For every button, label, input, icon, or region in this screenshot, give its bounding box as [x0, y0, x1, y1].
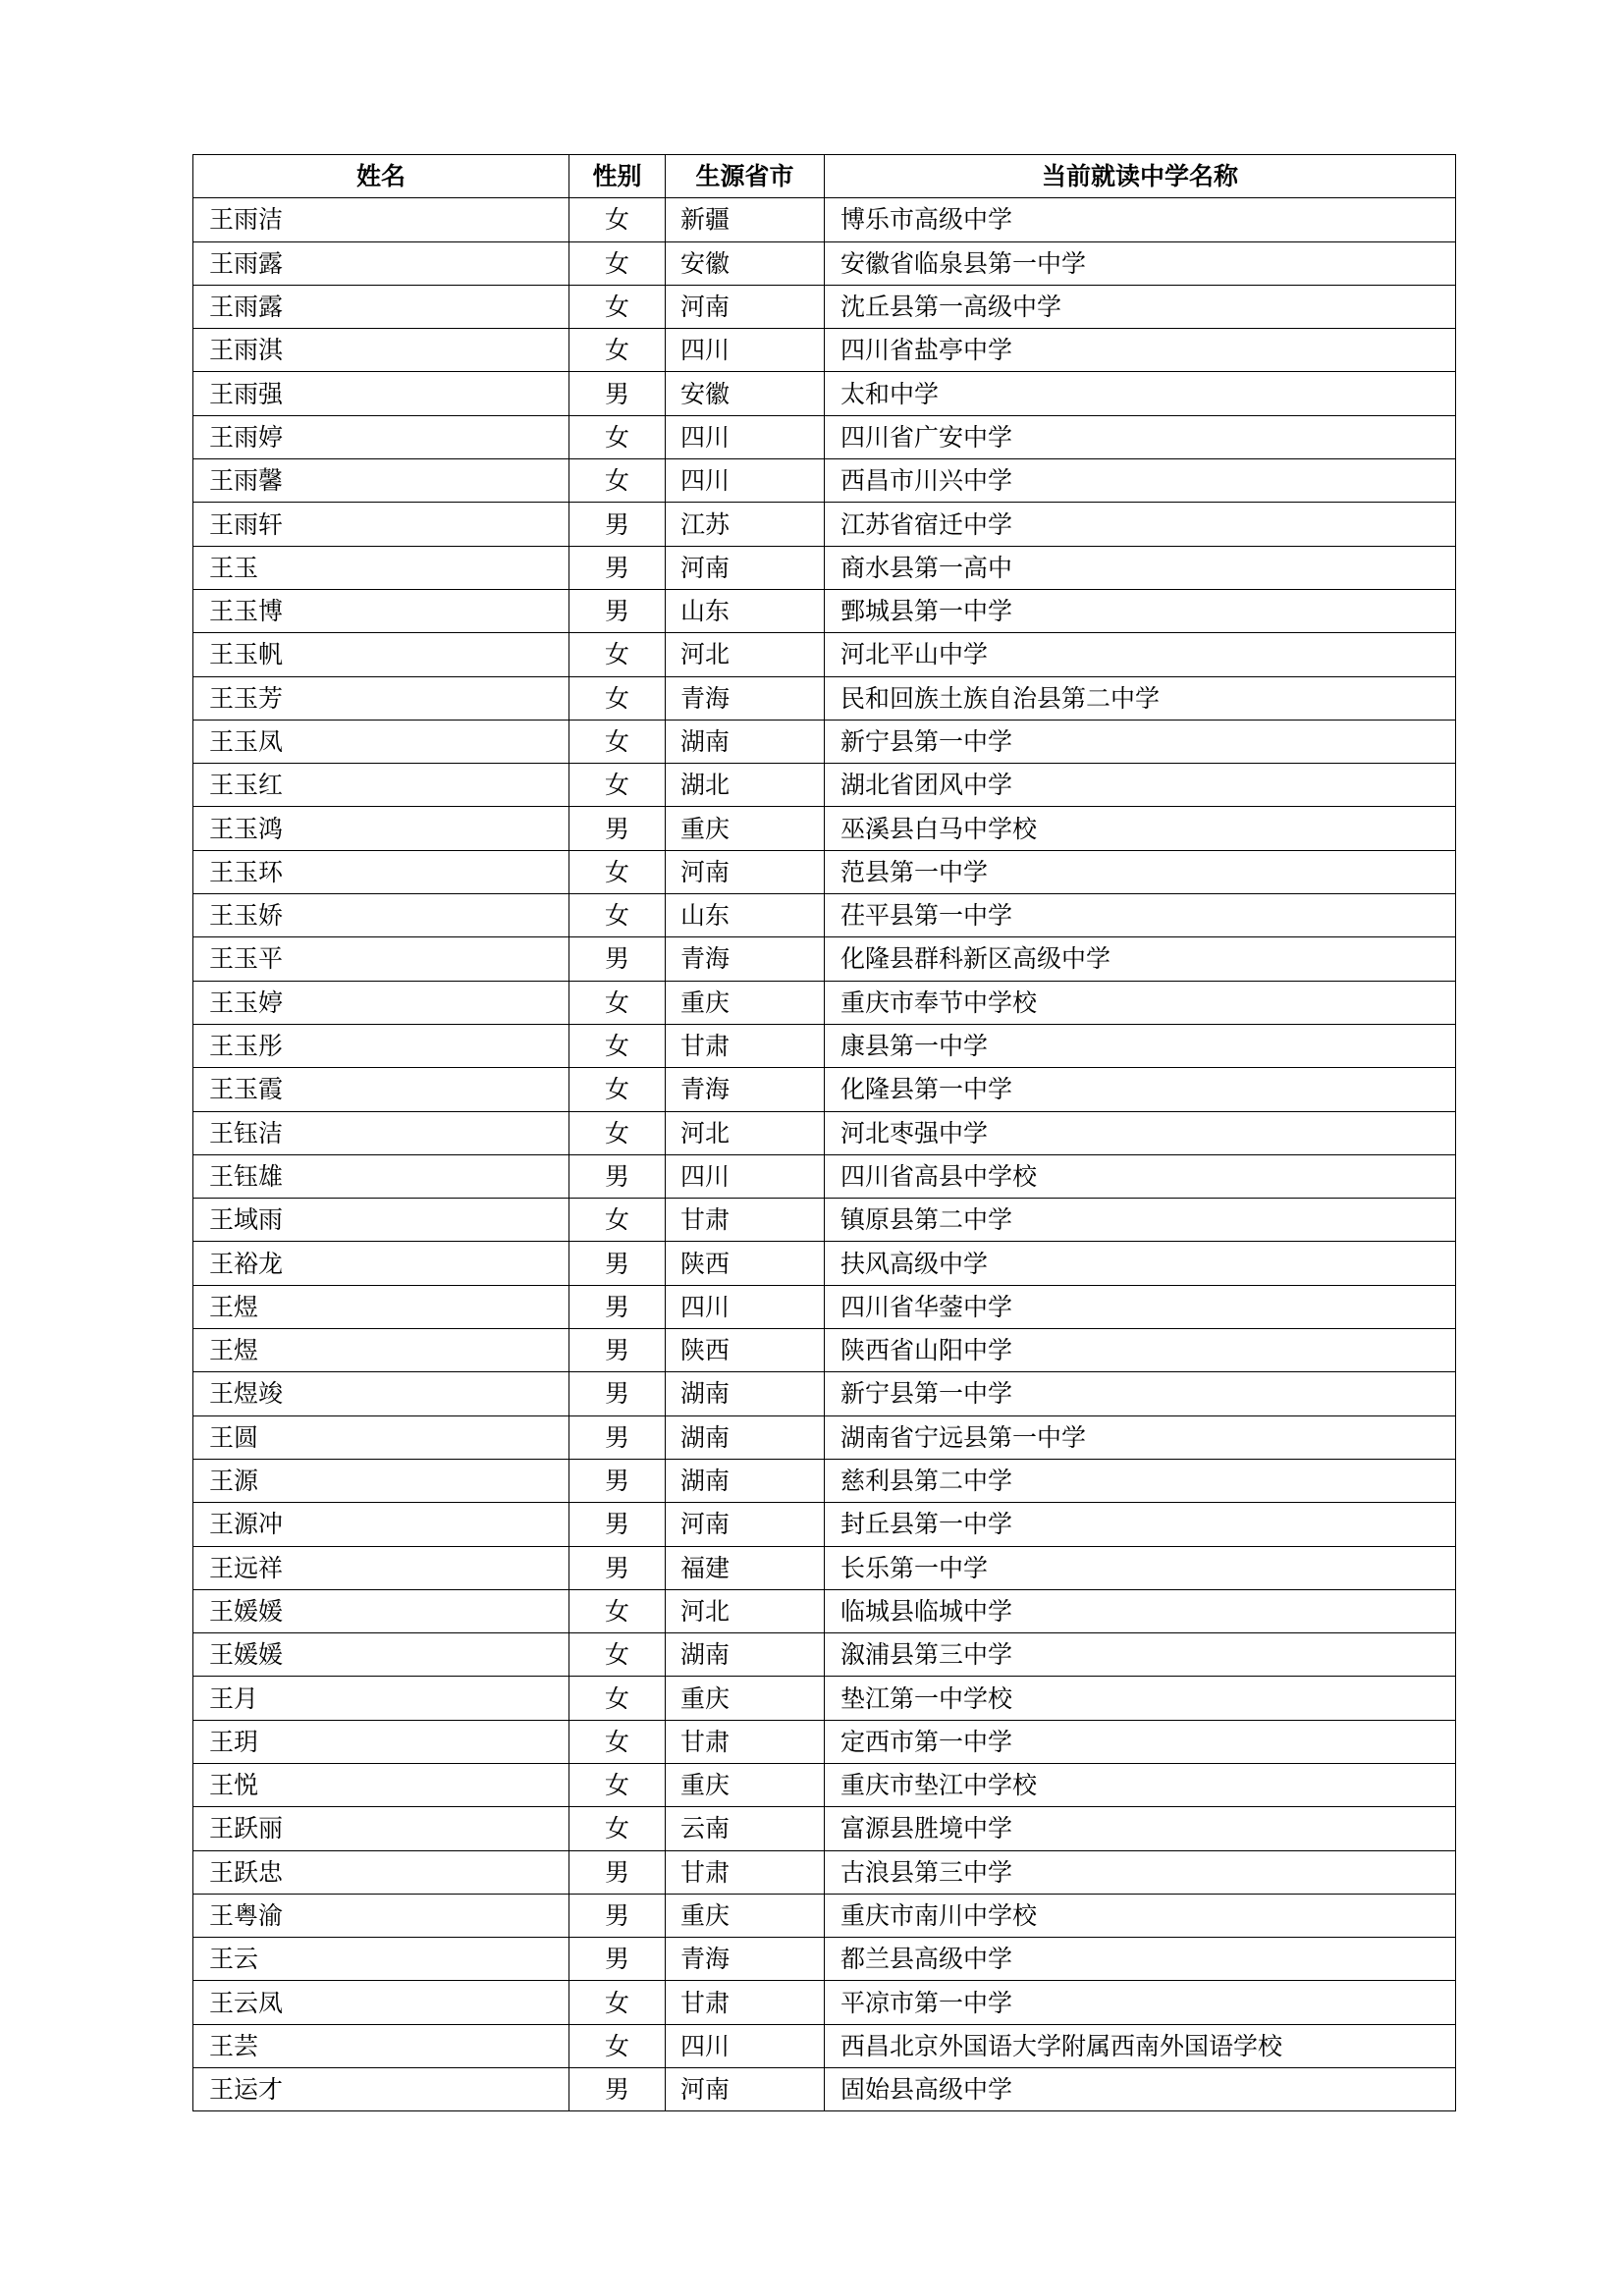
cell-school: 巫溪县白马中学校	[825, 807, 1456, 850]
cell-school: 都兰县高级中学	[825, 1938, 1456, 1981]
cell-name: 王钰雄	[193, 1154, 569, 1198]
cell-school: 镇原县第二中学	[825, 1199, 1456, 1242]
table-row	[193, 1850, 1456, 1894]
cell-school: 化隆县群科新区高级中学	[825, 937, 1456, 981]
cell-school: 长乐第一中学	[825, 1546, 1456, 1589]
cell-province: 四川	[666, 1154, 825, 1198]
cell-school: 沈丘县第一高级中学	[825, 285, 1456, 328]
cell-name: 王运才	[193, 2068, 569, 2111]
cell-province: 甘肃	[666, 1024, 825, 1067]
cell-school: 四川省高县中学校	[825, 1154, 1456, 1198]
cell-name: 王玉红	[193, 764, 569, 807]
cell-province: 河南	[666, 546, 825, 589]
cell-gender: 女	[569, 633, 666, 676]
table-row	[193, 1199, 1456, 1242]
table-row	[193, 850, 1456, 893]
cell-name: 王煜	[193, 1285, 569, 1328]
cell-province: 重庆	[666, 1763, 825, 1806]
header-province: 生源省市	[666, 155, 825, 198]
cell-province: 河北	[666, 1111, 825, 1154]
cell-province: 青海	[666, 1938, 825, 1981]
cell-province: 青海	[666, 676, 825, 720]
cell-gender: 女	[569, 1068, 666, 1111]
header-gender: 性别	[569, 155, 666, 198]
cell-province: 安徽	[666, 241, 825, 285]
cell-school: 富源县胜境中学	[825, 1807, 1456, 1850]
cell-school: 四川省华蓥中学	[825, 1285, 1456, 1328]
cell-school: 慈利县第二中学	[825, 1459, 1456, 1502]
table-row	[193, 1372, 1456, 1415]
cell-name: 王圆	[193, 1415, 569, 1459]
cell-province: 湖南	[666, 1415, 825, 1459]
cell-province: 安徽	[666, 372, 825, 415]
cell-name: 王玉彤	[193, 1024, 569, 1067]
cell-province: 青海	[666, 937, 825, 981]
cell-school: 定西市第一中学	[825, 1720, 1456, 1763]
cell-province: 甘肃	[666, 1981, 825, 2024]
cell-name: 王云凤	[193, 1981, 569, 2024]
cell-name: 王玉凤	[193, 720, 569, 763]
cell-school: 民和回族土族自治县第二中学	[825, 676, 1456, 720]
cell-province: 云南	[666, 1807, 825, 1850]
cell-gender: 男	[569, 1285, 666, 1328]
table-row	[193, 1589, 1456, 1632]
cell-gender: 女	[569, 241, 666, 285]
cell-gender: 女	[569, 1677, 666, 1720]
table-body	[193, 198, 1456, 2111]
cell-school: 临城县临城中学	[825, 1589, 1456, 1632]
cell-name: 王域雨	[193, 1199, 569, 1242]
cell-school: 重庆市奉节中学校	[825, 981, 1456, 1024]
cell-name: 王雨洁	[193, 198, 569, 241]
table-row	[193, 546, 1456, 589]
cell-province: 陕西	[666, 1329, 825, 1372]
table-row	[193, 1503, 1456, 1546]
table-row	[193, 1677, 1456, 1720]
cell-school: 安徽省临泉县第一中学	[825, 241, 1456, 285]
header-name: 姓名	[193, 155, 569, 198]
cell-name: 王雨馨	[193, 459, 569, 503]
cell-school: 商水县第一高中	[825, 546, 1456, 589]
cell-name: 王跃忠	[193, 1850, 569, 1894]
table-row	[193, 1459, 1456, 1502]
cell-gender: 女	[569, 850, 666, 893]
cell-name: 王雨轩	[193, 503, 569, 546]
cell-gender: 男	[569, 2068, 666, 2111]
cell-province: 河南	[666, 850, 825, 893]
cell-name: 王源	[193, 1459, 569, 1502]
cell-school: 平凉市第一中学	[825, 1981, 1456, 2024]
cell-gender: 女	[569, 720, 666, 763]
cell-school: 封丘县第一中学	[825, 1503, 1456, 1546]
table-row	[193, 1894, 1456, 1937]
cell-gender: 女	[569, 894, 666, 937]
cell-school: 四川省盐亭中学	[825, 329, 1456, 372]
cell-gender: 女	[569, 1589, 666, 1632]
table-row	[193, 676, 1456, 720]
cell-school: 太和中学	[825, 372, 1456, 415]
cell-gender: 男	[569, 1546, 666, 1589]
table-row	[193, 1111, 1456, 1154]
table-row	[193, 2024, 1456, 2067]
cell-school: 新宁县第一中学	[825, 1372, 1456, 1415]
cell-name: 王煜	[193, 1329, 569, 1372]
cell-school: 四川省广安中学	[825, 415, 1456, 458]
table-row	[193, 937, 1456, 981]
cell-name: 王雨露	[193, 241, 569, 285]
cell-gender: 女	[569, 1763, 666, 1806]
cell-gender: 女	[569, 1111, 666, 1154]
cell-gender: 男	[569, 503, 666, 546]
cell-gender: 女	[569, 1720, 666, 1763]
cell-province: 河北	[666, 633, 825, 676]
cell-gender: 男	[569, 546, 666, 589]
cell-school: 重庆市南川中学校	[825, 1894, 1456, 1937]
cell-name: 王芸	[193, 2024, 569, 2067]
table-row	[193, 459, 1456, 503]
table-row	[193, 1938, 1456, 1981]
table-row	[193, 241, 1456, 285]
cell-school: 鄄城县第一中学	[825, 589, 1456, 632]
cell-gender: 男	[569, 1938, 666, 1981]
cell-province: 四川	[666, 329, 825, 372]
cell-province: 四川	[666, 459, 825, 503]
cell-school: 范县第一中学	[825, 850, 1456, 893]
table-row	[193, 1981, 1456, 2024]
table-header	[193, 155, 1456, 198]
cell-name: 王玉博	[193, 589, 569, 632]
cell-school: 西昌北京外国语大学附属西南外国语学校	[825, 2024, 1456, 2067]
cell-school: 河北枣强中学	[825, 1111, 1456, 1154]
table-row	[193, 1720, 1456, 1763]
cell-gender: 女	[569, 981, 666, 1024]
cell-name: 王悦	[193, 1763, 569, 1806]
table-row	[193, 415, 1456, 458]
table-row	[193, 1633, 1456, 1677]
cell-gender: 男	[569, 1329, 666, 1372]
cell-province: 重庆	[666, 981, 825, 1024]
table-row	[193, 329, 1456, 372]
header-row	[193, 155, 1456, 198]
cell-province: 湖南	[666, 1633, 825, 1677]
cell-school: 博乐市高级中学	[825, 198, 1456, 241]
cell-gender: 女	[569, 1199, 666, 1242]
table-row	[193, 2068, 1456, 2111]
cell-name: 王玉	[193, 546, 569, 589]
cell-province: 重庆	[666, 1894, 825, 1937]
cell-name: 王雨婷	[193, 415, 569, 458]
cell-province: 新疆	[666, 198, 825, 241]
cell-province: 甘肃	[666, 1720, 825, 1763]
cell-gender: 男	[569, 1154, 666, 1198]
cell-gender: 男	[569, 1894, 666, 1937]
cell-gender: 女	[569, 1981, 666, 2024]
cell-school: 溆浦县第三中学	[825, 1633, 1456, 1677]
cell-school: 陕西省山阳中学	[825, 1329, 1456, 1372]
table-row	[193, 372, 1456, 415]
cell-name: 王玉平	[193, 937, 569, 981]
table-row	[193, 720, 1456, 763]
cell-name: 王煜竣	[193, 1372, 569, 1415]
cell-gender: 女	[569, 198, 666, 241]
cell-province: 重庆	[666, 1677, 825, 1720]
cell-name: 王粤渝	[193, 1894, 569, 1937]
cell-school: 茌平县第一中学	[825, 894, 1456, 937]
cell-name: 王钰洁	[193, 1111, 569, 1154]
table-row	[193, 1807, 1456, 1850]
cell-name: 王玉帆	[193, 633, 569, 676]
cell-school: 扶风高级中学	[825, 1242, 1456, 1285]
table-row	[193, 285, 1456, 328]
header-school: 当前就读中学名称	[825, 155, 1456, 198]
cell-name: 王玉环	[193, 850, 569, 893]
cell-school: 新宁县第一中学	[825, 720, 1456, 763]
cell-province: 江苏	[666, 503, 825, 546]
cell-school: 化隆县第一中学	[825, 1068, 1456, 1111]
cell-province: 河南	[666, 285, 825, 328]
cell-school: 重庆市垫江中学校	[825, 1763, 1456, 1806]
table-row	[193, 1285, 1456, 1328]
cell-name: 王玉鸿	[193, 807, 569, 850]
cell-gender: 男	[569, 807, 666, 850]
cell-name: 王媛媛	[193, 1589, 569, 1632]
cell-gender: 女	[569, 285, 666, 328]
cell-school: 江苏省宿迁中学	[825, 503, 1456, 546]
cell-gender: 男	[569, 1372, 666, 1415]
cell-name: 王玉芳	[193, 676, 569, 720]
cell-name: 王雨露	[193, 285, 569, 328]
cell-name: 王玉霞	[193, 1068, 569, 1111]
cell-province: 甘肃	[666, 1850, 825, 1894]
cell-name: 王月	[193, 1677, 569, 1720]
cell-province: 湖南	[666, 1372, 825, 1415]
cell-school: 古浪县第三中学	[825, 1850, 1456, 1894]
cell-school: 湖北省团风中学	[825, 764, 1456, 807]
cell-gender: 男	[569, 1459, 666, 1502]
table-row	[193, 1763, 1456, 1806]
cell-gender: 男	[569, 937, 666, 981]
cell-province: 四川	[666, 1285, 825, 1328]
table-row	[193, 1154, 1456, 1198]
cell-name: 王源冲	[193, 1503, 569, 1546]
student-roster-table	[192, 154, 1456, 2111]
cell-gender: 男	[569, 372, 666, 415]
cell-name: 王雨淇	[193, 329, 569, 372]
cell-name: 王雨强	[193, 372, 569, 415]
cell-gender: 女	[569, 459, 666, 503]
cell-province: 陕西	[666, 1242, 825, 1285]
table-row	[193, 1068, 1456, 1111]
cell-province: 河北	[666, 1589, 825, 1632]
table-row	[193, 633, 1456, 676]
cell-province: 山东	[666, 894, 825, 937]
table-row	[193, 894, 1456, 937]
cell-province: 河南	[666, 2068, 825, 2111]
cell-name: 王云	[193, 1938, 569, 1981]
cell-gender: 女	[569, 329, 666, 372]
cell-province: 山东	[666, 589, 825, 632]
cell-province: 湖南	[666, 1459, 825, 1502]
cell-gender: 女	[569, 415, 666, 458]
cell-province: 四川	[666, 2024, 825, 2067]
cell-gender: 女	[569, 2024, 666, 2067]
table-row	[193, 764, 1456, 807]
table-row	[193, 198, 1456, 241]
table-row	[193, 1329, 1456, 1372]
cell-name: 王跃丽	[193, 1807, 569, 1850]
cell-name: 王裕龙	[193, 1242, 569, 1285]
cell-name: 王玉婷	[193, 981, 569, 1024]
cell-school: 湖南省宁远县第一中学	[825, 1415, 1456, 1459]
cell-school: 河北平山中学	[825, 633, 1456, 676]
cell-name: 王玉娇	[193, 894, 569, 937]
table-row	[193, 1546, 1456, 1589]
cell-province: 甘肃	[666, 1199, 825, 1242]
cell-name: 王媛媛	[193, 1633, 569, 1677]
cell-gender: 男	[569, 589, 666, 632]
cell-province: 重庆	[666, 807, 825, 850]
cell-name: 王玥	[193, 1720, 569, 1763]
table-row	[193, 503, 1456, 546]
cell-gender: 女	[569, 764, 666, 807]
table-row	[193, 807, 1456, 850]
cell-school: 西昌市川兴中学	[825, 459, 1456, 503]
cell-gender: 男	[569, 1242, 666, 1285]
cell-province: 河南	[666, 1503, 825, 1546]
cell-province: 四川	[666, 415, 825, 458]
cell-gender: 女	[569, 1807, 666, 1850]
table-row	[193, 1024, 1456, 1067]
cell-gender: 女	[569, 676, 666, 720]
cell-school: 垫江第一中学校	[825, 1677, 1456, 1720]
cell-school: 固始县高级中学	[825, 2068, 1456, 2111]
cell-gender: 男	[569, 1415, 666, 1459]
cell-province: 湖北	[666, 764, 825, 807]
cell-name: 王远祥	[193, 1546, 569, 1589]
table-row	[193, 1242, 1456, 1285]
cell-gender: 女	[569, 1633, 666, 1677]
cell-school: 康县第一中学	[825, 1024, 1456, 1067]
cell-province: 福建	[666, 1546, 825, 1589]
table-row	[193, 1415, 1456, 1459]
cell-gender: 女	[569, 1024, 666, 1067]
table-row	[193, 589, 1456, 632]
table-row	[193, 981, 1456, 1024]
cell-gender: 男	[569, 1850, 666, 1894]
cell-gender: 男	[569, 1503, 666, 1546]
cell-province: 湖南	[666, 720, 825, 763]
cell-province: 青海	[666, 1068, 825, 1111]
